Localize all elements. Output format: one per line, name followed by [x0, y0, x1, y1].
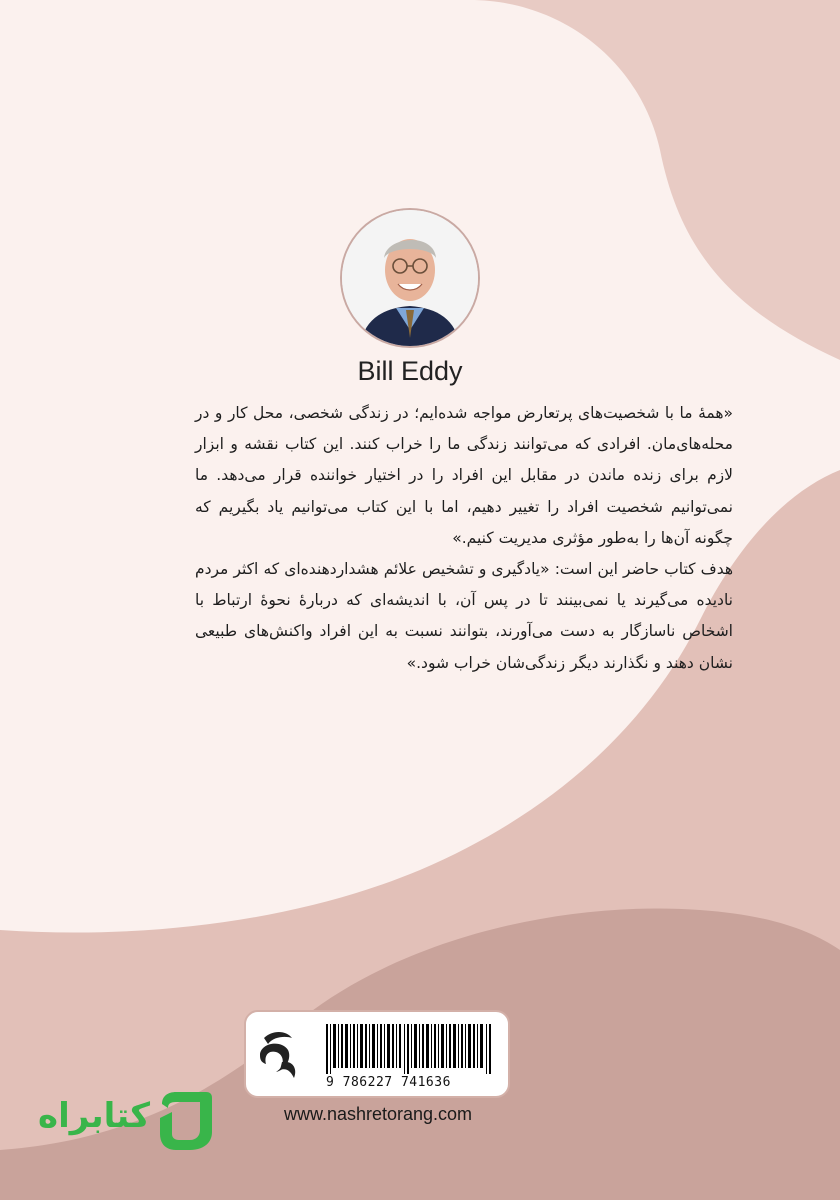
ketabrah-logo-icon — [152, 1090, 214, 1152]
barcode-icon — [326, 1024, 494, 1074]
author-portrait-icon — [342, 210, 478, 346]
ketabrah-label: کتابراه — [38, 1096, 151, 1136]
book-description — [195, 398, 733, 679]
isbn-number: 9 786227 741636 — [326, 1075, 451, 1090]
description-paragraph: هدف کتاب حاضر این است: «یادگیری و تشخیص علائم هشداردهنده‌ای که اکثر مردم نادیده می‌گیرند یا نمی‌بینند تا در پس آن، با اندیشه‌ای که دربارهٔ نحوهٔ ارتباط با اشخاص ناسازگار به دست می‌آورند، بتوانند نسبت به این افراد واکنش‌های طبیعی نشان دهند و نگذارند دیگر زندگی‌شان خراب شود.» — [195, 560, 733, 672]
description-paragraph: «همهٔ ما با شخصیت‌های پرتعارض مواجه شده‌ایم؛ در زندگی شخصی، محل کار و در محله‌های‌مان. افرادی که می‌توانند زندگی ما را خراب کنند. این کتاب نقشه و ابزار لازم برای زنده ماندن در مقابل این افراد را در اختیار خواننده قرار می‌دهد. ما نمی‌توانیم شخصیت افراد را تغییر دهیم، اما با این کتاب می‌توانیم یاد بگیریم که چگونه آن‌ها را به‌طور مؤثری مدیریت کنیم.» — [195, 404, 733, 547]
ketabrah-logo — [38, 1088, 218, 1158]
author-photo — [342, 210, 478, 346]
isbn-badge — [244, 1010, 510, 1098]
orange-publisher-logo-icon — [252, 1024, 306, 1084]
author-name: Bill Eddy — [357, 356, 463, 386]
publisher-website[interactable]: www.nashretorang.com — [283, 1104, 473, 1124]
